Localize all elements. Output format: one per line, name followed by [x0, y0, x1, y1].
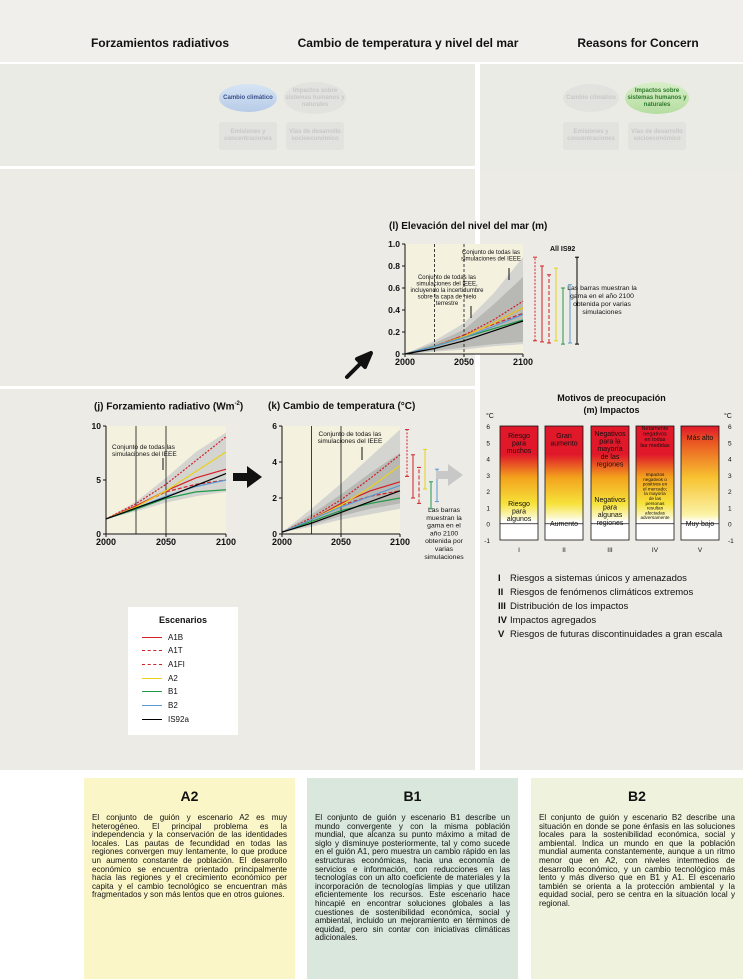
annotation-ice-sheet: Conjunto de todas las [417, 275, 477, 281]
bars-note: simulaciones [424, 553, 464, 561]
y-tick-label: -1 [728, 538, 734, 545]
reason-roman: II [498, 587, 504, 598]
y-tick-label: 0.4 [388, 305, 400, 315]
reason-text: Riesgos de fenómenos climáticos extremos [510, 587, 694, 598]
ember-bottom-label: afectadas [645, 510, 665, 516]
reason-item [498, 573, 687, 584]
ember-roman: IV [651, 547, 659, 554]
bars-note: Las barras [427, 507, 461, 514]
legend-swatch [142, 637, 162, 638]
ember-bottom-label: para [602, 504, 618, 512]
ember-roman: V [697, 547, 703, 554]
arrow-right-grey-icon [436, 463, 464, 487]
ember-top-label: de las [600, 453, 620, 461]
legend-item [142, 646, 183, 656]
ember-top-label: negativos [643, 431, 667, 438]
y-tick-label: 2 [486, 489, 490, 497]
x-tick-label: 2100 [389, 537, 411, 547]
y-tick-label: 2 [728, 489, 732, 497]
y-tick-label: 0 [486, 521, 490, 529]
ember-top-label: Netamente [641, 426, 669, 432]
x-tick-label: 2100 [512, 357, 534, 367]
ember-top-label: Riesgo [508, 433, 530, 440]
y-tick-label: 5 [486, 440, 490, 448]
y-tick-label: 2 [272, 493, 277, 503]
ember-bottom-label: regiones [596, 519, 624, 527]
ember-bottom-label: Muy bajo [685, 521, 715, 528]
diagram-band [0, 62, 743, 170]
y-tick-label: 0 [96, 529, 101, 539]
reason-roman: I [498, 573, 501, 584]
y-tick-label: 0 [272, 529, 277, 539]
ember-bottom-label: Riesgo [508, 501, 530, 508]
ember-top-label: regiones [596, 461, 624, 469]
ember-bottom-label: negativos o [643, 476, 667, 482]
annotation-ipcc: simulaciones del IEEE [461, 256, 521, 263]
reason-item [498, 629, 722, 640]
x-tick-label: 2100 [215, 537, 237, 547]
legend-label: IS92a [168, 714, 189, 724]
reason-text: Riesgos a sistemas únicos y amenazados [510, 573, 687, 584]
risk-subtitle: (m) Impactos [583, 405, 640, 415]
header-band [0, 0, 743, 62]
ember-top-label: Gran [556, 433, 572, 440]
reason-item [498, 615, 596, 626]
y-tick-label: 1.0 [388, 239, 400, 249]
risk-title-main: Motivos de preocupación [557, 393, 666, 403]
ember-top-label: mayoría [597, 446, 623, 454]
legend-title: Escenarios [158, 615, 208, 625]
reason-item [498, 601, 628, 612]
ember-roman: III [607, 547, 613, 554]
burning-embers-chart [478, 408, 743, 568]
bars-note: año 2100 [429, 530, 459, 538]
y-tick-label: 6 [272, 421, 277, 431]
x-tick-label: 2050 [453, 357, 475, 367]
y-tick-label: 1 [486, 505, 490, 513]
reason-roman: III [498, 601, 506, 612]
y-tick-label: 0.6 [388, 283, 400, 293]
card-title: A2 [180, 788, 199, 804]
reason-item [498, 587, 693, 598]
annotation-ipcc: Conjunto de todas las [112, 444, 175, 451]
legend-label: B1 [168, 687, 178, 697]
all-is92-label: All IS92 [550, 246, 576, 253]
legend-item [142, 673, 178, 683]
bubble-climate-change: Cambio climático [563, 84, 619, 112]
ember-bottom-label: adversamente [640, 515, 670, 521]
y-tick-label: 6 [728, 424, 732, 431]
legend-swatch [142, 691, 162, 692]
ember-bottom-label: la mayoría [644, 491, 666, 497]
ember-bottom-label: personas [645, 500, 665, 506]
ember-top-label: para la [599, 438, 621, 446]
bubble-development: Vías de desarrollo socioeconómico [628, 122, 686, 150]
ember-top-label: las medidas [640, 442, 670, 449]
temperature-chart [262, 414, 472, 574]
ember-bottom-label: el mercado; [642, 486, 668, 492]
y-tick-label: 4 [728, 456, 732, 464]
y-tick-label: 3 [486, 472, 490, 480]
divider [0, 62, 743, 64]
arrow-right-icon [233, 464, 263, 490]
y-tick-label: 0 [395, 349, 400, 359]
bars-note: Las barras muestran la [567, 285, 637, 292]
ember-bottom-label: Negativos [594, 497, 626, 504]
bars-note: muestran la [426, 514, 462, 522]
bars-note: simulaciones [582, 309, 622, 316]
y-tick-label: 1 [728, 505, 732, 513]
ember-bottom-label: de las [648, 496, 662, 501]
header-concern: Reasons for Concern [577, 36, 699, 50]
x-tick-label: 2050 [330, 537, 352, 547]
y-tick-label: 4 [486, 456, 490, 464]
ember-top-label: Más alto [686, 435, 714, 442]
divider [0, 386, 475, 389]
legend-item [142, 701, 178, 711]
legend-swatch [142, 678, 162, 679]
y-tick-label: 0 [728, 521, 732, 529]
ember-bottom-label: algunas [597, 512, 623, 520]
ember-bottom-label: positivos en [642, 481, 668, 487]
ember-bottom-label: resultan [646, 505, 664, 511]
ember-roman: I [518, 547, 520, 554]
annotation-ice-sheet: incluyendo la incertidumbre [410, 288, 484, 294]
x-tick-label: 2050 [155, 537, 177, 547]
temperature-title: (k) Cambio de temperatura (°C) [268, 401, 416, 412]
y-tick-label: 0.8 [388, 261, 400, 271]
annotation-ipcc: Conjunto de todas las [318, 431, 382, 438]
legend-swatch [142, 705, 162, 706]
scenario-legend [128, 607, 238, 735]
scenario-card-b1 [307, 778, 518, 979]
legend-label: B2 [168, 701, 178, 710]
axis-unit: °C [486, 413, 494, 420]
y-tick-label: 5 [728, 440, 732, 448]
legend-label: A1FI [168, 659, 185, 669]
y-tick-label: 4 [272, 457, 277, 467]
header-forcing: Forzamientos radiativos [90, 36, 230, 50]
card-text: El conjunto de guión y escenario B2 describe una situación en donde se pone énfasis en las soluciones locales para la sostenibilidad económica, social y ambiental. Indica un mundo en que la población mundial aumenta constantemente, aunque a un ritmo menor que en A2, con niveles intermedios de desarrollo económico, y un cambio tecnológico más lento y más diverso que en B1 y A1. El escenario también se orienta a la protección ambiental y la equidad social, pero se centra en la situación local y regional. [539, 813, 735, 908]
ember-bottom-label: algunos [506, 516, 532, 524]
forcing-title: (j) Forzamiento radiativo $(Wm^{-2})$ [94, 401, 244, 413]
x-tick-label: 2000 [271, 537, 293, 547]
x-tick-label: 2000 [95, 537, 117, 547]
reason-roman: IV [498, 615, 507, 626]
bubble-impacts: Impactos sobre sistemas humanos y naturales [284, 82, 346, 114]
card-text: El conjunto de guión y escenario A2 es muy heterogéneo. El principal problema es la independencia y la conservación de las identidades locales. Las pautas de fecundidad en todas las regiones convergen muy lentamente, lo que produce un aumento constante de población. El desarrollo económico se encuentra orientado principalmente hacia las regiones y el crecimiento económico per capita y el cambio tecnológico se encuentran más fragmentados y son más lentos que en otros guiones. [92, 813, 287, 900]
y-tick-label: 5 [96, 475, 101, 485]
card-title: B1 [403, 788, 422, 804]
ember-top-label: Negativos [594, 431, 626, 438]
ember-bottom-label: Impactos [645, 472, 665, 477]
bubble-development: Vías de desarrollo socioeconómico [286, 122, 344, 150]
legend-item [142, 687, 178, 697]
y-tick-label: -1 [484, 538, 490, 545]
ember-bottom-label: para [511, 508, 527, 516]
legend-swatch [142, 664, 162, 665]
legend-swatch [142, 719, 162, 720]
annotation-ice-sheet: terrestre [435, 301, 459, 307]
ember-top-label: aumento [550, 440, 578, 448]
bars-note: gama en el [427, 522, 461, 530]
ember-top-label: en todas [644, 437, 666, 444]
reason-text: Impactos agregados [510, 615, 597, 626]
reason-text: Distribución de los impactos [510, 601, 629, 612]
y-tick-label: 6 [486, 424, 490, 431]
sea-level-title: (l) Elevación del nivel del mar (m) [389, 221, 548, 232]
ember-top-label: muchos [506, 448, 532, 456]
annotation-ipcc: Conjunto de todas las [461, 250, 521, 256]
card-text: El conjunto de guión y escenario B1 describe un mundo convergente y con la misma población mundial, que alcanza su punto máximo a mitad de siglo y disminuye posteriormente, tal y como sucede en el guión A1, pero muestra un cambio rápido en las estructuras económicas, hacia una economía de servicios e información, con reducciones en las tecnologías con un alto coeficiente de materiales y la incorporación de tecnologías limpias y que utilizan eficientemente los recursos. Este escenario hace hincapié en encontrar soluciones globales a las cuestiones de sostenibilidad económica, social y ambiental, incluido un mejoramiento en términos de equidad, pero sin contar con iniciativas climáticas adicionales. [315, 813, 510, 943]
y-tick-label: 10 [91, 421, 101, 431]
legend-swatch [142, 650, 162, 651]
legend-label: A2 [168, 673, 178, 683]
scenario-card-b2 [531, 778, 743, 979]
bars-note: gama en el año 2100 [570, 293, 634, 300]
legend-item [142, 659, 185, 669]
axis-unit: °C [724, 413, 732, 420]
bubble-emissions: Emisiones y concentraciones [563, 122, 619, 150]
ember-bottom-label: Aumento [549, 521, 579, 528]
annotation-ipcc: simulaciones del IEEE [112, 451, 177, 458]
ember-roman: II [562, 547, 566, 554]
legend-label: A1T [168, 646, 183, 656]
legend-label: A1B [168, 632, 184, 642]
legend-item [142, 714, 189, 724]
annotation-ice-sheet: simulaciones del IEEE, [416, 281, 478, 288]
sea-level-chart [360, 232, 637, 374]
card-title: B2 [628, 788, 646, 804]
ember-top-label: para [511, 440, 527, 448]
annotation-ice-sheet: sobre la capa de hielo [417, 294, 477, 301]
bubble-impacts-highlight: Impactos sobre sistemas humanos y naturales [625, 82, 689, 114]
legend-item [142, 632, 183, 642]
annotation-ipcc: simulaciones del IEEE [317, 438, 383, 445]
reason-roman: V [498, 629, 505, 640]
reason-text: Riesgos de futuras discontinuidades a gran escala [510, 629, 723, 640]
bubble-climate-change: Cambio climático [219, 84, 277, 112]
bars-note: varias [434, 546, 454, 553]
scenario-card-a2 [84, 778, 295, 979]
y-tick-label: 0.2 [388, 327, 400, 337]
divider [0, 166, 475, 169]
y-tick-label: 3 [728, 472, 732, 480]
x-tick-label: 2000 [394, 357, 416, 367]
forcing-chart [80, 414, 240, 554]
bars-note: obtenida por varias [573, 301, 631, 308]
bars-note: obtenida por [425, 538, 463, 546]
arrow-diagonal-icon [345, 347, 373, 379]
header-temperature: Cambio de temperatura y nivel del mar [297, 36, 519, 50]
bubble-emissions: Emisiones y concentraciones [219, 122, 277, 150]
